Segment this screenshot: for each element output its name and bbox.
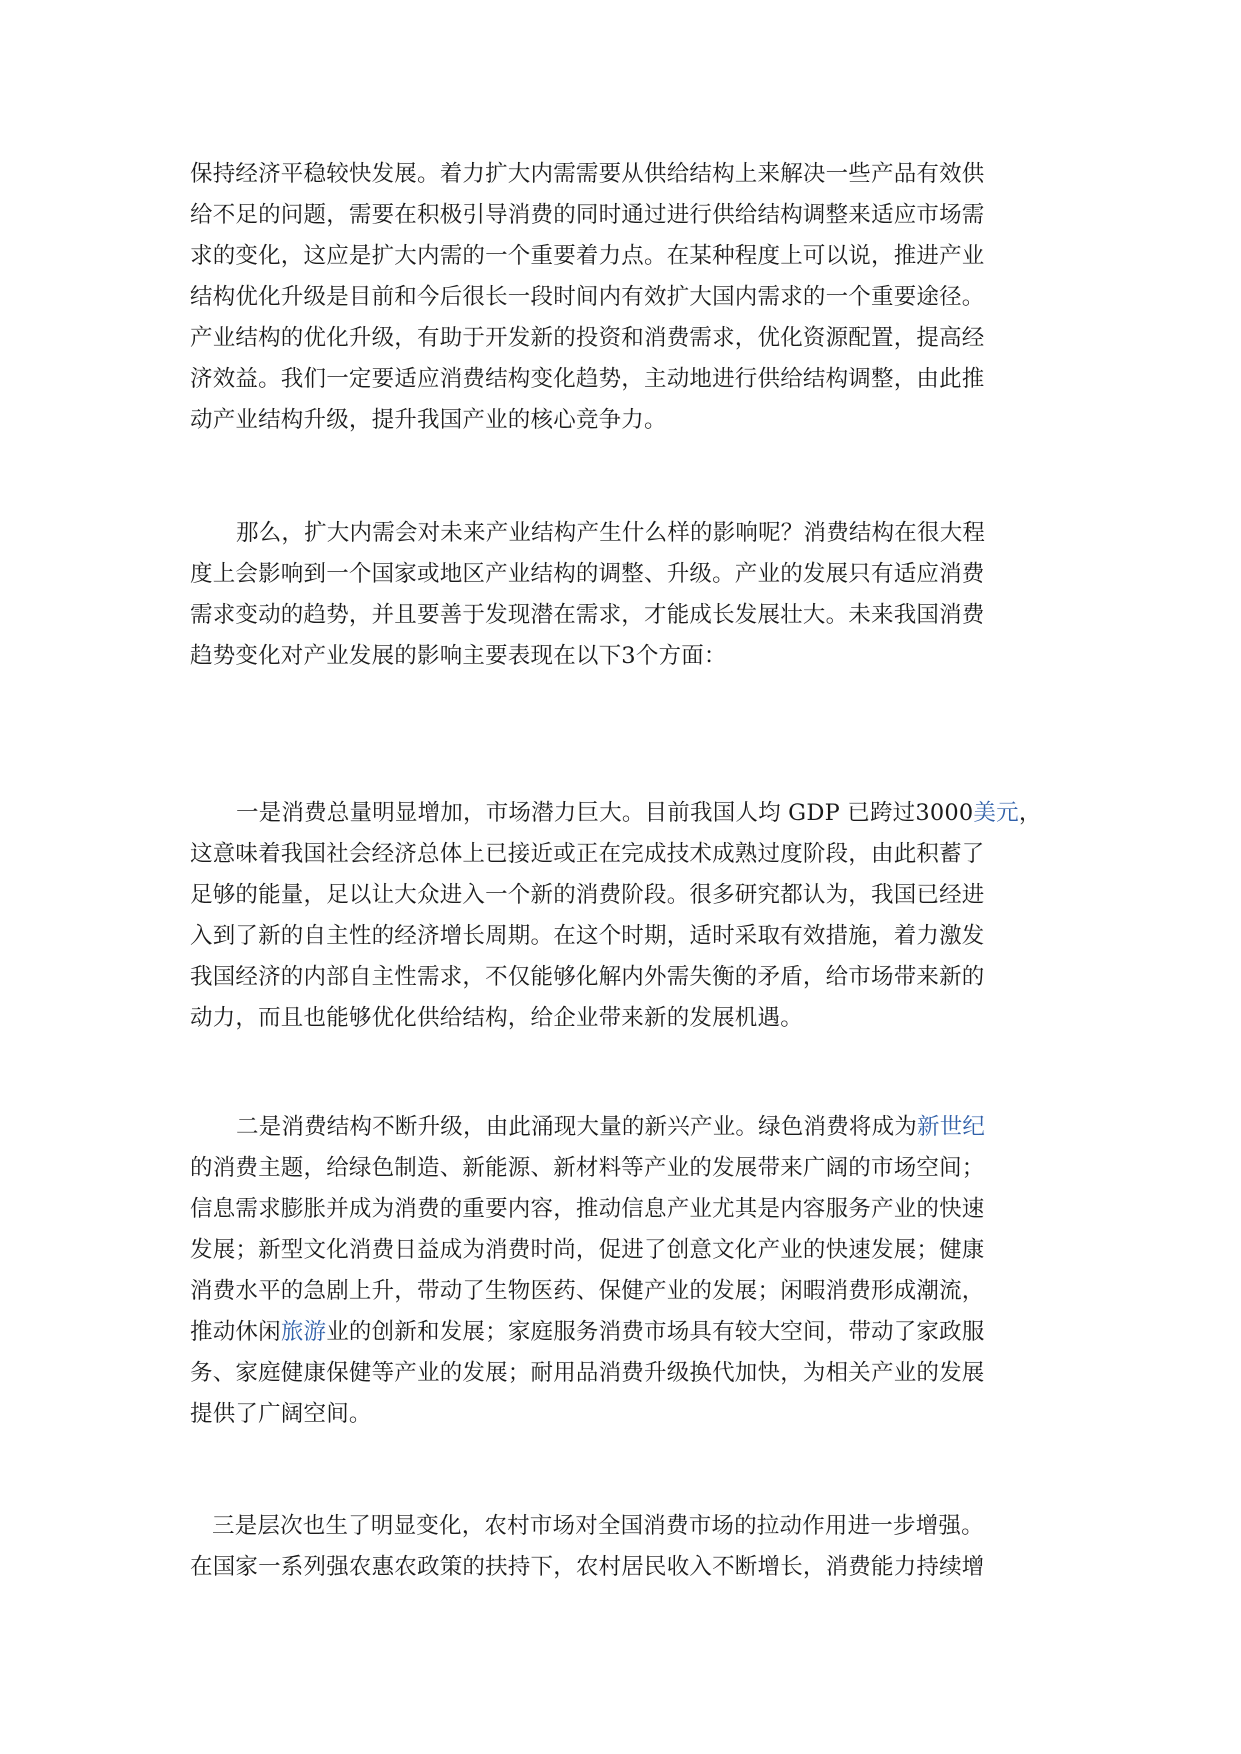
usd-link[interactable]: 美元	[973, 800, 1019, 826]
text-line: 我国经济的内部自主性需求，不仅能够化解内外需失衡的矛盾，给市场带来新的	[190, 964, 985, 990]
new-century-link[interactable]: 新世纪	[917, 1114, 986, 1140]
text-line: 度上会影响到一个国家或地区产业结构的调整、升级。产业的发展只有适应消费	[190, 561, 985, 587]
text-line: 足够的能量，足以让大众进入一个新的消费阶段。很多研究都认为，我国已经进	[190, 882, 985, 908]
paragraph-4	[190, 1107, 1052, 1435]
text-line: 求的变化，这应是扩大内需的一个重要着力点。在某种程度上可以说，推进产业	[190, 243, 985, 269]
paragraph-5	[190, 1506, 1052, 1588]
text-line: 这意味着我国社会经济总体上已接近或正在完成技术成熟过度阶段，由此积蓄了	[190, 841, 985, 867]
text-line: 三是层次也生了明显变化，农村市场对全国消费市场的拉动作用进一步增强。	[212, 1513, 984, 1539]
text-line: 趋势变化对产业发展的影响主要表现在以下3个方面：	[190, 643, 727, 669]
text-line: 济效益。我们一定要适应消费结构变化趋势，主动地进行供给结构调整，由此推	[190, 366, 985, 392]
text-line: 发展；新型文化消费日益成为消费时尚，促进了创意文化产业的快速发展；健康	[190, 1237, 985, 1263]
paragraph-1	[190, 154, 1052, 441]
text-line	[190, 1107, 1052, 1148]
text-line: 保持经济平稳较快发展。着力扩大内需需要从供给结构上来解决一些产品有效供	[190, 161, 985, 187]
paragraph-2	[190, 513, 1052, 677]
text-line: 产业结构的优化升级，有助于开发新的投资和消费需求，优化资源配置，提高经	[190, 325, 985, 351]
text-line: 消费水平的急剧上升，带动了生物医药、保健产业的发展；闲暇消费形成潮流，	[190, 1278, 985, 1304]
tourism-link[interactable]: 旅游	[280, 1319, 327, 1345]
text-line: 结构优化升级是目前和今后很长一段时间内有效扩大国内需求的一个重要途径。	[190, 284, 985, 310]
text-line: 务、家庭健康保健等产业的发展；耐用品消费升级换代加快，为相关产业的发展	[190, 1360, 985, 1386]
text-line: 需求变动的趋势，并且要善于发现潜在需求，才能成长发展壮大。未来我国消费	[190, 602, 985, 628]
text-line: 给不足的问题，需要在积极引导消费的同时通过进行供给结构调整来适应市场需	[190, 202, 985, 228]
text-line: 的消费主题，给绿色制造、新能源、新材料等产业的发展带来广阔的市场空间；	[190, 1155, 985, 1181]
text-line: 动产业结构升级，提升我国产业的核心竞争力。	[190, 407, 667, 433]
text-line: 在国家一系列强农惠农政策的扶持下，农村居民收入不断增长，消费能力持续增	[190, 1554, 985, 1580]
text-line: 信息需求膨胀并成为消费的重要内容，推动信息产业尤其是内容服务产业的快速	[190, 1196, 985, 1222]
paragraph-3	[190, 793, 1052, 1039]
text-line	[190, 1312, 1052, 1353]
text-line	[190, 793, 1052, 834]
text-segment: 二是消费结构不断升级，由此涌现大量的新兴产业。绿色消费将成为	[236, 1114, 918, 1140]
text-segment: ，	[1018, 800, 1042, 826]
text-segment: 推动休闲	[190, 1319, 281, 1345]
text-line: 提供了广阔空间。	[190, 1401, 372, 1427]
text-line: 动力，而且也能够优化供给结构，给企业带来新的发展机遇。	[190, 1005, 803, 1031]
text-line: 入到了新的自主性的经济增长周期。在这个时期，适时采取有效措施，着力激发	[190, 923, 985, 949]
text-line: 那么，扩大内需会对未来产业结构产生什么样的影响呢？消费结构在很大程	[236, 520, 986, 546]
text-segment: 一是消费总量明显增加，市场潜力巨大。目前我国人均 GDP 已跨过3000	[236, 800, 974, 826]
text-segment: 业的创新和发展；家庭服务消费市场具有较大空间，带动了家政服	[326, 1319, 985, 1345]
